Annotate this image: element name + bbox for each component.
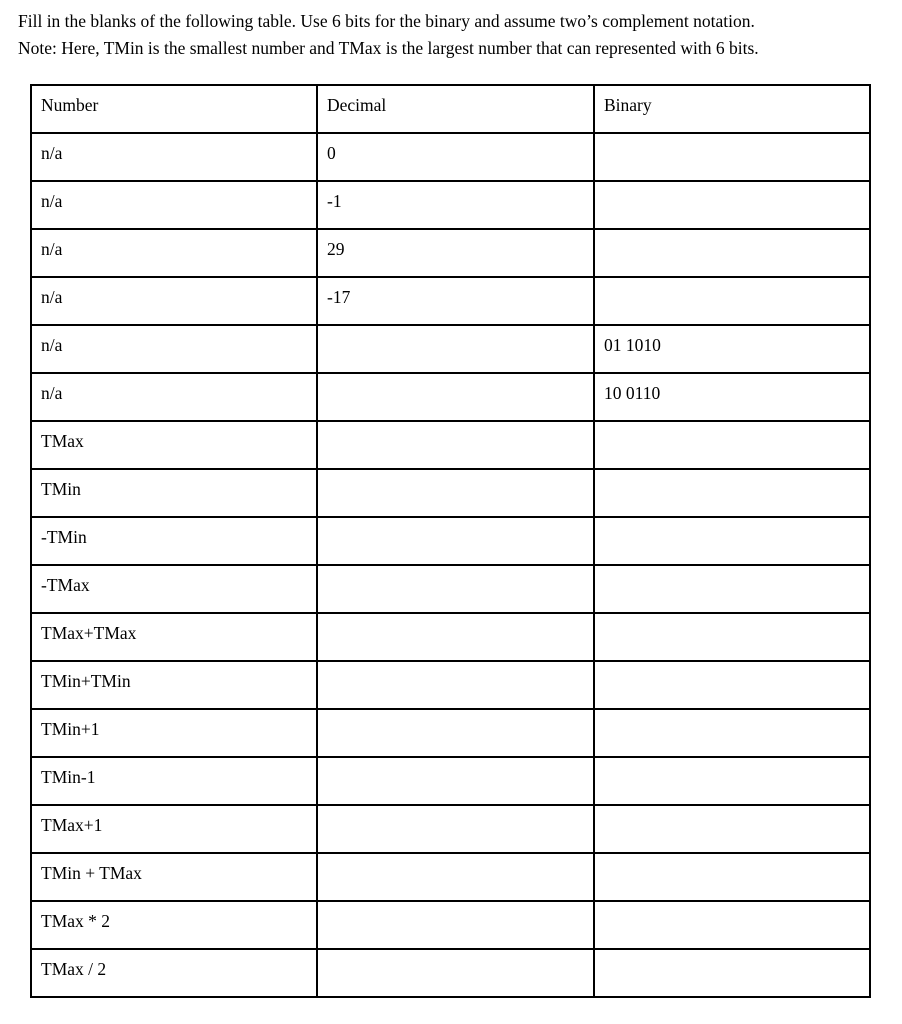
- number-cell: -TMax: [31, 565, 317, 613]
- table-row: [31, 421, 870, 469]
- number-cell: -TMin: [31, 517, 317, 565]
- number-cell: TMax+TMax: [31, 613, 317, 661]
- binary-blank-cell[interactable]: [594, 853, 870, 901]
- binary-blank-cell[interactable]: [594, 757, 870, 805]
- table-row: [31, 853, 870, 901]
- number-cell: TMin+1: [31, 709, 317, 757]
- decimal-blank-cell[interactable]: [317, 661, 594, 709]
- decimal-blank-cell[interactable]: [317, 517, 594, 565]
- binary-blank-cell[interactable]: [594, 901, 870, 949]
- decimal-blank-cell[interactable]: [317, 373, 594, 421]
- number-cell: n/a: [31, 373, 317, 421]
- number-cell: TMin+TMin: [31, 661, 317, 709]
- table-row: [31, 949, 870, 997]
- instructions-line-1: Fill in the blanks of the following table. Use 6 bits for the binary and assume two’s complement notation.: [18, 11, 755, 31]
- table-row: [31, 757, 870, 805]
- fill-in-table: [30, 84, 871, 998]
- decimal-blank-cell[interactable]: [317, 565, 594, 613]
- number-cell: TMax: [31, 421, 317, 469]
- number-cell: TMax+1: [31, 805, 317, 853]
- number-cell: n/a: [31, 277, 317, 325]
- decimal-cell: 29: [317, 229, 594, 277]
- binary-blank-cell[interactable]: [594, 421, 870, 469]
- decimal-blank-cell[interactable]: [317, 901, 594, 949]
- decimal-blank-cell[interactable]: [317, 709, 594, 757]
- binary-blank-cell[interactable]: [594, 277, 870, 325]
- table-row: [31, 901, 870, 949]
- table-row: [31, 469, 870, 517]
- binary-blank-cell[interactable]: [594, 661, 870, 709]
- decimal-blank-cell[interactable]: [317, 325, 594, 373]
- table-row: [31, 133, 870, 181]
- binary-cell: 01 1010: [594, 325, 870, 373]
- table-row: [31, 661, 870, 709]
- binary-blank-cell[interactable]: [594, 133, 870, 181]
- decimal-blank-cell[interactable]: [317, 469, 594, 517]
- table-row: [31, 325, 870, 373]
- binary-blank-cell[interactable]: [594, 565, 870, 613]
- number-cell: n/a: [31, 229, 317, 277]
- column-header-binary: Binary: [594, 85, 870, 133]
- binary-blank-cell[interactable]: [594, 709, 870, 757]
- number-cell: n/a: [31, 133, 317, 181]
- number-cell: TMin + TMax: [31, 853, 317, 901]
- table-row: [31, 709, 870, 757]
- table-row: [31, 805, 870, 853]
- decimal-blank-cell[interactable]: [317, 757, 594, 805]
- column-header-decimal: Decimal: [317, 85, 594, 133]
- decimal-cell: 0: [317, 133, 594, 181]
- column-header-number: Number: [31, 85, 317, 133]
- instructions-line-2: Note: Here, TMin is the smallest number and TMax is the largest number that can represented with 6 bits.: [18, 38, 759, 58]
- number-cell: TMax / 2: [31, 949, 317, 997]
- table-row: [31, 181, 870, 229]
- binary-blank-cell[interactable]: [594, 181, 870, 229]
- table-row: [31, 613, 870, 661]
- number-cell: n/a: [31, 325, 317, 373]
- binary-blank-cell[interactable]: [594, 613, 870, 661]
- table-header-row: [31, 85, 870, 133]
- table-row: [31, 517, 870, 565]
- table-row: [31, 373, 870, 421]
- number-cell: n/a: [31, 181, 317, 229]
- table-row: [31, 565, 870, 613]
- number-cell: TMin-1: [31, 757, 317, 805]
- number-cell: TMin: [31, 469, 317, 517]
- binary-cell: 10 0110: [594, 373, 870, 421]
- binary-blank-cell[interactable]: [594, 517, 870, 565]
- table-row: [31, 229, 870, 277]
- binary-blank-cell[interactable]: [594, 229, 870, 277]
- decimal-blank-cell[interactable]: [317, 421, 594, 469]
- decimal-cell: -17: [317, 277, 594, 325]
- number-cell: TMax * 2: [31, 901, 317, 949]
- instructions: [18, 8, 892, 62]
- decimal-blank-cell[interactable]: [317, 949, 594, 997]
- decimal-blank-cell[interactable]: [317, 805, 594, 853]
- binary-blank-cell[interactable]: [594, 949, 870, 997]
- document-page: [0, 8, 902, 1024]
- binary-blank-cell[interactable]: [594, 805, 870, 853]
- table-row: [31, 277, 870, 325]
- decimal-cell: -1: [317, 181, 594, 229]
- decimal-blank-cell[interactable]: [317, 853, 594, 901]
- decimal-blank-cell[interactable]: [317, 613, 594, 661]
- binary-blank-cell[interactable]: [594, 469, 870, 517]
